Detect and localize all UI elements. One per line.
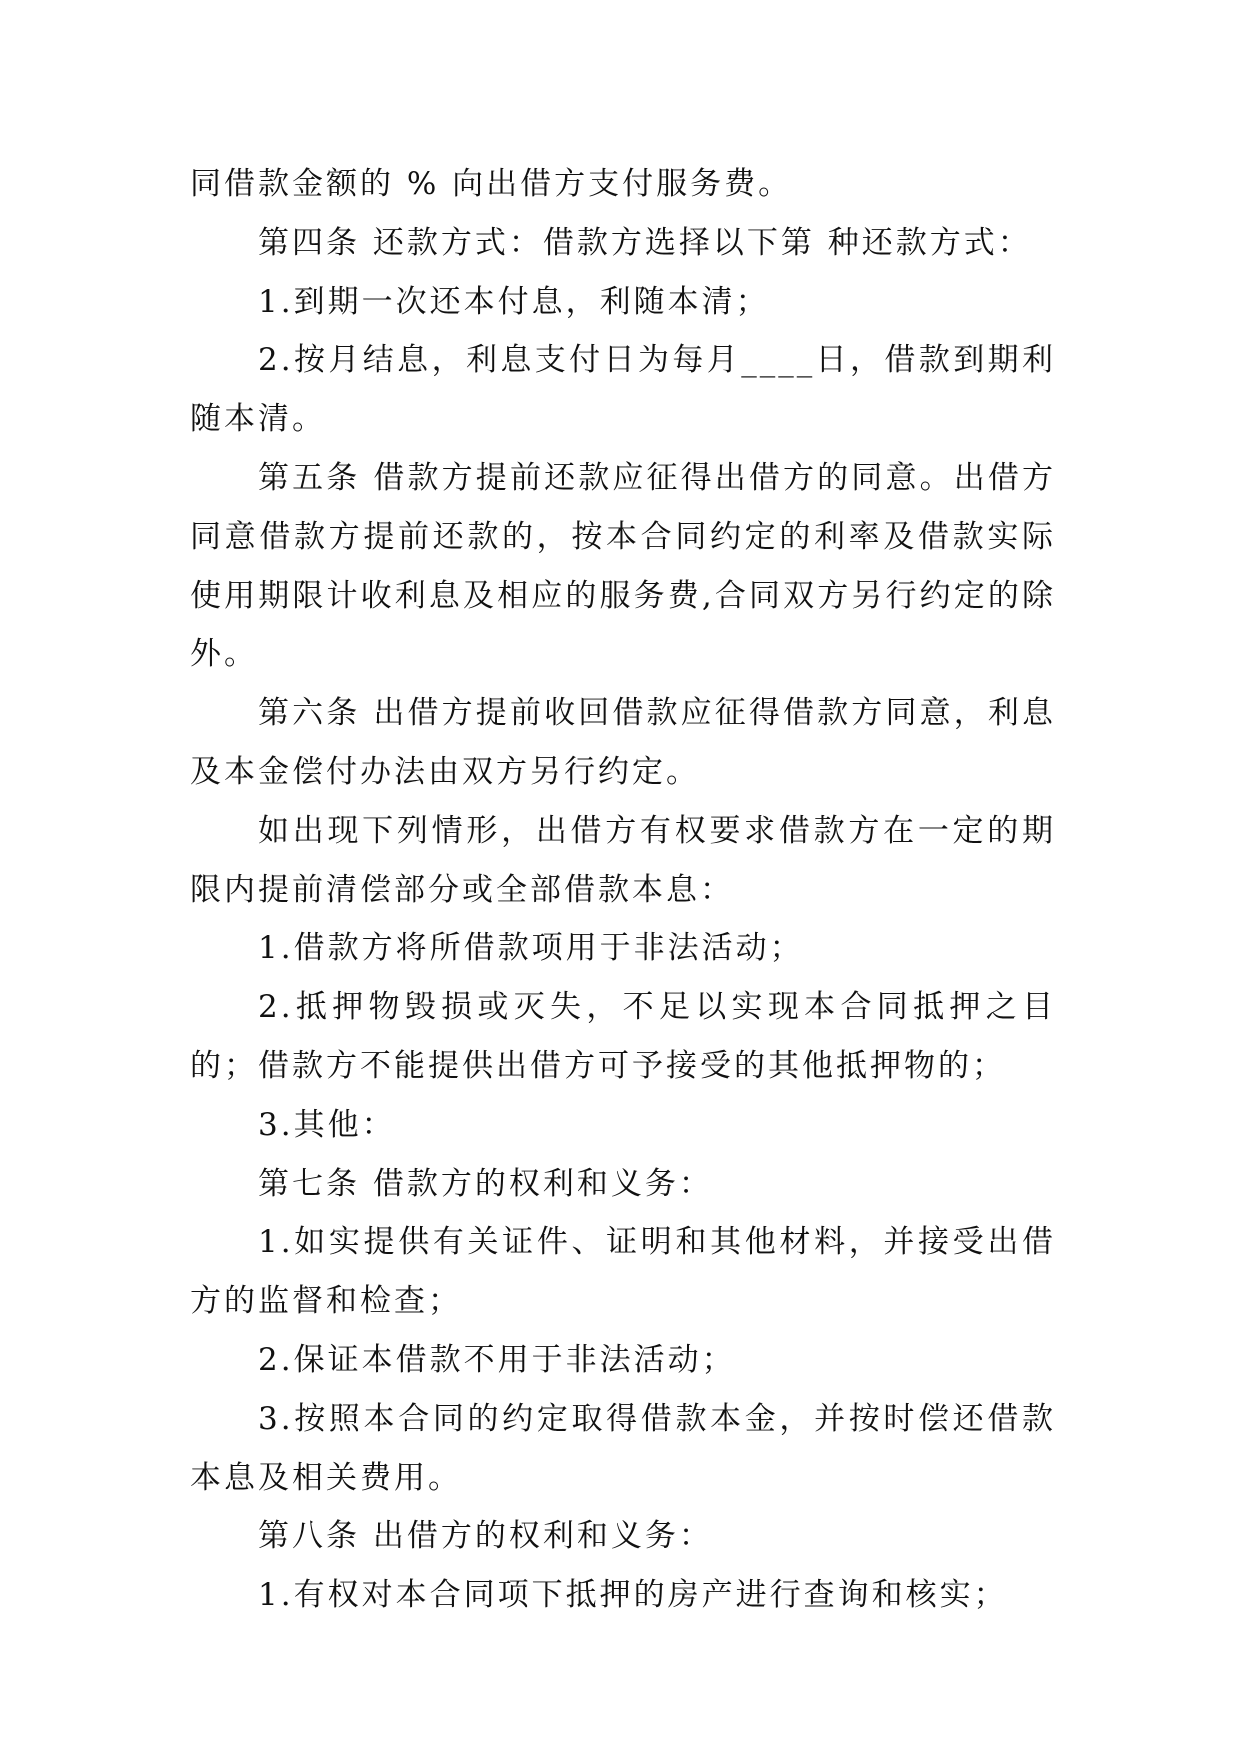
paragraph-article-7-item-1: 1.如实提供有关证件、证明和其他材料，并接受出借方的监督和检查； <box>190 1224 1056 1320</box>
paragraph-article-4-title: 第四条 还款方式：借款方选择以下第 种还款方式： <box>258 224 1032 261</box>
paragraph-article-7-title: 第七条 借款方的权利和义务： <box>258 1165 713 1202</box>
paragraph-article-4-item-2: 2.按月结息，利息支付日为每月____日，借款到期利随本清。 <box>190 342 1056 438</box>
paragraph-condition-2: 2.抵押物毁损或灭失，不足以实现本合同抵押之目的；借款方不能提供出借方可予接受的其他抵押物的； <box>190 989 1056 1084</box>
paragraph-article-6: 第六条 出借方提前收回借款应征得借款方同意，利息及本金偿付办法由双方另行约定。 <box>190 695 1056 790</box>
document-body <box>190 155 1056 1625</box>
paragraph-article-5: 第五条 借款方提前还款应征得出借方的同意。出借方同意借款方提前还款的，按本合同约定的利率及借款实际使用期限计收利息及相应的服务费,合同双方另行约定的除外。 <box>190 459 1056 673</box>
paragraph-article-7-item-3: 3.按照本合同的约定取得借款本金，并按时偿还借款本息及相关费用。 <box>190 1400 1056 1496</box>
paragraph-article-7-item-2: 2.保证本借款不用于非法活动； <box>258 1341 736 1378</box>
paragraph-service-fee: 同借款金额的 % 向出借方支付服务费。 <box>190 166 793 202</box>
paragraph-article-8-title: 第八条 出借方的权利和义务： <box>258 1518 713 1555</box>
paragraph-article-4-item-1: 1.到期一次还本付息，利随本清； <box>258 283 770 320</box>
paragraph-early-repayment-conditions: 如出现下列情形，出借方有权要求借款方在一定的期限内提前清偿部分或全部借款本息： <box>190 812 1056 908</box>
paragraph-condition-3: 3.其他： <box>258 1106 396 1143</box>
paragraph-condition-1: 1.借款方将所借款项用于非法活动； <box>258 930 804 967</box>
paragraph-article-8-item-1: 1.有权对本合同项下抵押的房产进行查询和核实； <box>258 1577 1008 1614</box>
